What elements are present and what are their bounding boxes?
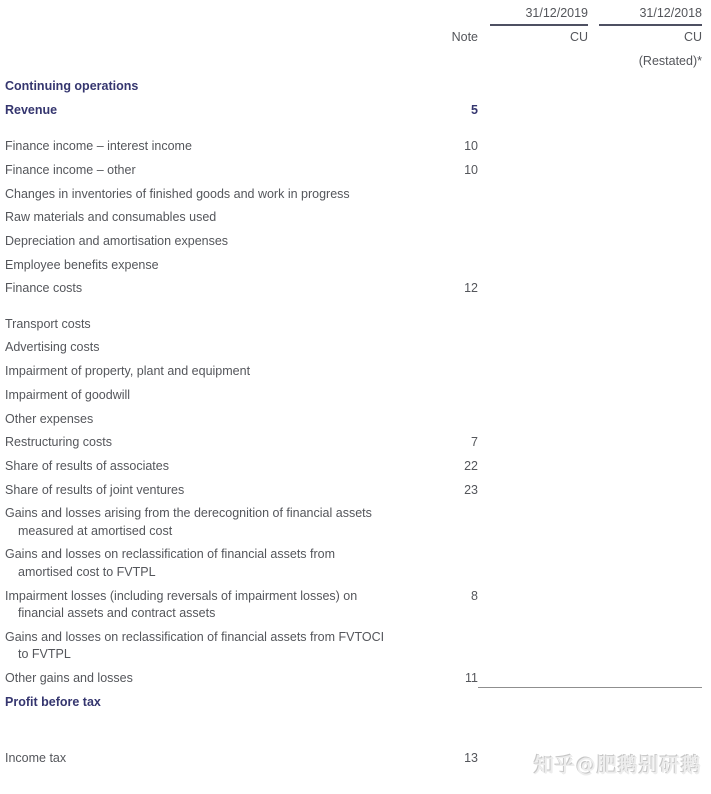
row-label: Gains and losses on reclassification of financial assets from FVTOCI to FVTPL (5, 629, 385, 662)
row-label: Transport costs (5, 316, 91, 331)
value-2018 (588, 316, 702, 333)
column-header-note: Note (451, 30, 478, 44)
value-2019 (478, 434, 588, 451)
row-label: Finance income – interest income (5, 139, 192, 154)
value-2018 (588, 138, 702, 155)
zhihu-watermark: 知乎@肥鹅别研鹅 (534, 753, 702, 777)
value-2018 (588, 482, 702, 499)
row-note (445, 257, 478, 274)
row-label: Impairment of goodwill (5, 387, 131, 402)
row-label: Finance income – other (5, 162, 136, 177)
row-note: 22 (464, 458, 478, 473)
table-row (5, 78, 707, 95)
value-2018 (588, 102, 702, 119)
row-label: Share of results of associates (5, 458, 169, 473)
value-2018 (588, 339, 702, 356)
row-note: 7 (471, 435, 478, 450)
row-note: 8 (471, 588, 478, 603)
row-label: Income tax (5, 750, 67, 765)
value-2018 (588, 280, 702, 297)
column-header-date-2019: 31/12/2019 (525, 6, 588, 20)
row-note (445, 186, 478, 203)
row-label: Impairment losses (including reversals of impairment losses) on financial assets and contract assets (5, 588, 358, 620)
row-label: Gains and losses arising from the derecognition of financial assets measured at amortised cost (5, 506, 372, 538)
row-note (445, 546, 478, 581)
row-label: Restructuring costs (5, 435, 112, 450)
row-note (445, 387, 478, 404)
row-label: Revenue (5, 102, 58, 117)
value-2019 (478, 629, 588, 664)
table-row (5, 363, 707, 380)
row-label: Raw materials and consumables used (5, 210, 217, 225)
table-row (5, 280, 707, 297)
value-2018 (588, 209, 702, 226)
value-2018 (588, 505, 702, 540)
table-row (5, 505, 707, 540)
value-2019 (478, 670, 588, 688)
row-note (445, 78, 478, 95)
value-2018 (588, 546, 702, 581)
row-note (445, 694, 478, 711)
row-note: 11 (465, 670, 478, 685)
table-row (5, 588, 707, 623)
value-2018 (588, 670, 702, 688)
table-row (5, 387, 707, 404)
value-2018 (588, 411, 702, 428)
value-2018 (588, 387, 702, 404)
table-row (5, 482, 707, 499)
row-label: Depreciation and amortisation expenses (5, 233, 229, 248)
row-note (445, 505, 478, 540)
value-2019 (478, 387, 588, 404)
header-underline-2019 (490, 24, 588, 26)
row-label: Other gains and losses (5, 670, 133, 685)
header-underline-2018 (599, 24, 702, 26)
row-label: Advertising costs (5, 340, 100, 355)
column-header-currency-2018: CU (683, 30, 702, 44)
row-note: 13 (464, 750, 478, 765)
value-2019 (478, 78, 588, 95)
table-row (5, 629, 707, 664)
value-2018 (588, 186, 702, 203)
row-note (445, 209, 478, 226)
value-2019 (478, 588, 588, 623)
table-row (5, 233, 707, 250)
row-note (445, 233, 478, 250)
value-2019 (478, 694, 588, 711)
table-row (5, 434, 707, 451)
column-header-date-2018: 31/12/2018 (639, 6, 702, 20)
row-note: 5 (471, 102, 478, 117)
value-2018 (588, 629, 702, 664)
table-row (5, 694, 707, 711)
value-2019 (478, 209, 588, 226)
restated-label: (Restated)* (638, 54, 702, 68)
rows (5, 78, 707, 774)
value-2019 (478, 458, 588, 475)
value-2019 (478, 102, 588, 119)
value-2018 (588, 434, 702, 451)
value-2019 (478, 546, 588, 581)
value-2018 (588, 694, 702, 711)
value-2018 (588, 233, 702, 250)
value-2018 (588, 78, 702, 95)
row-note (445, 363, 478, 380)
table-row (5, 546, 707, 581)
table-row (5, 257, 707, 274)
value-2019 (478, 316, 588, 333)
table-row (5, 138, 707, 155)
value-2018 (588, 257, 702, 274)
row-note (445, 629, 478, 664)
row-note: 10 (464, 162, 478, 177)
value-2019 (478, 482, 588, 499)
row-label: Changes in inventories of finished goods and work in progress (5, 186, 350, 201)
value-2019 (478, 411, 588, 428)
row-note (445, 339, 478, 356)
row-label: Share of results of joint ventures (5, 482, 185, 497)
row-label: Continuing operations (5, 79, 139, 93)
table-row (5, 186, 707, 203)
table-row (5, 411, 707, 428)
value-2019 (478, 339, 588, 356)
value-2019 (478, 280, 588, 297)
table-row (5, 316, 707, 333)
table-row (5, 339, 707, 356)
value-2019 (478, 162, 588, 179)
table-row (5, 670, 707, 688)
row-note (445, 316, 478, 333)
value-2018 (588, 458, 702, 475)
value-2019 (478, 257, 588, 274)
column-header-currency-2019: CU (569, 30, 588, 44)
row-label: Finance costs (5, 281, 83, 296)
value-2018 (588, 588, 702, 623)
value-2018 (588, 162, 702, 179)
value-2019 (478, 186, 588, 203)
row-note: 23 (464, 482, 478, 497)
table-row (5, 209, 707, 226)
row-label: Profit before tax (5, 695, 101, 710)
value-2019 (478, 233, 588, 250)
row-label: Other expenses (5, 411, 94, 426)
row-note: 10 (464, 139, 478, 154)
table-row (5, 162, 707, 179)
row-note: 12 (464, 281, 478, 296)
row-label: Impairment of property, plant and equipment (5, 364, 251, 379)
value-2018 (588, 363, 702, 380)
value-2019 (478, 505, 588, 540)
value-2019 (478, 363, 588, 380)
row-label: Gains and losses on reclassification of financial assets from amortised cost to FVTPL (5, 547, 336, 579)
value-2019 (478, 138, 588, 155)
row-note (445, 411, 478, 428)
table-row (5, 102, 707, 119)
row-label: Employee benefits expense (5, 257, 159, 272)
table-row (5, 458, 707, 475)
